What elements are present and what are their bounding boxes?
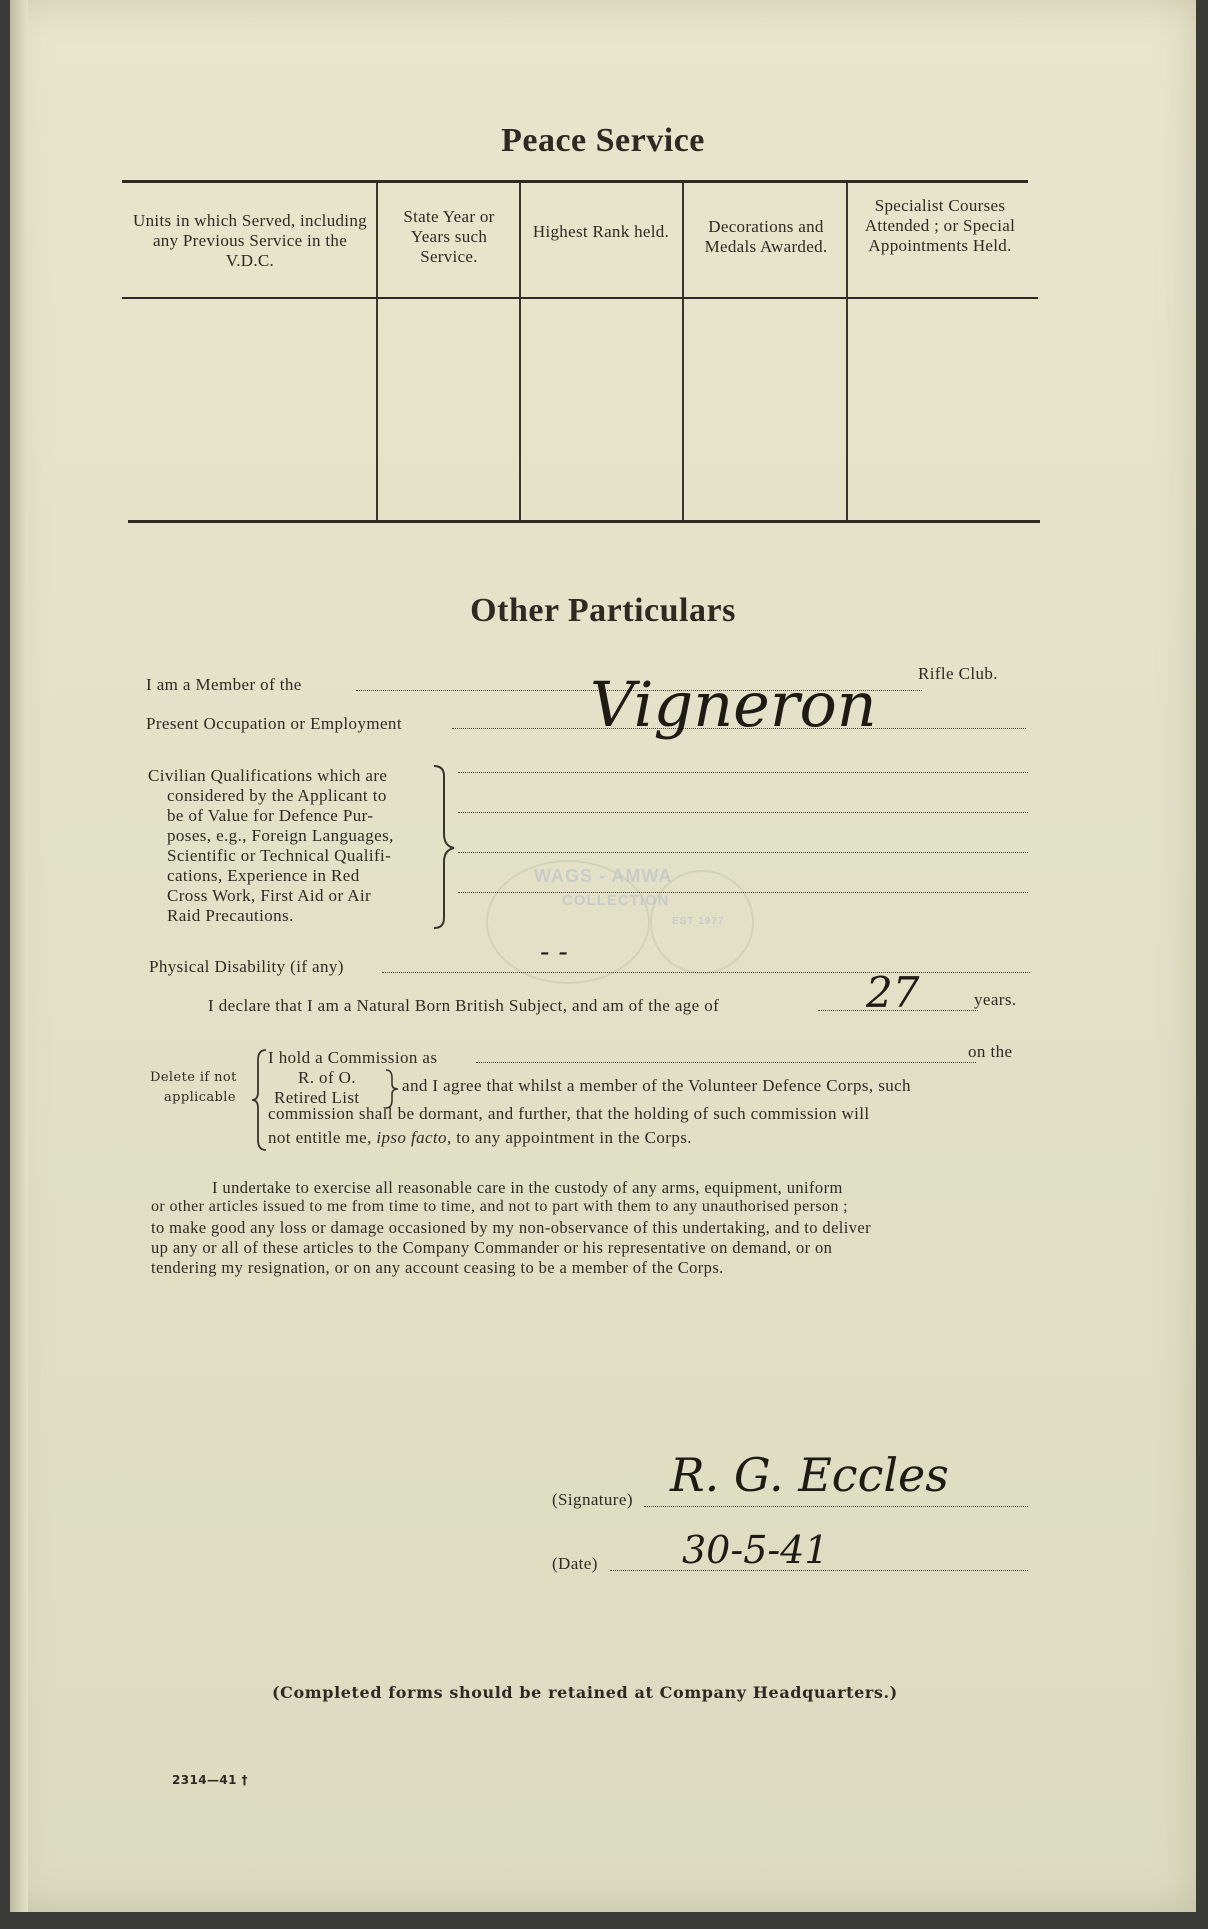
col-header-rank: Highest Rank held. xyxy=(532,222,670,241)
col-header-specialist: Specialist Courses Attended ; or Special Appointments Held. xyxy=(864,196,1016,255)
civilian-qual-brace xyxy=(430,762,460,932)
member-label: I am a Member of the xyxy=(146,675,302,694)
undertake-line: I undertake to exercise all reasonable care in the custody of any arms, equipment, uniform xyxy=(212,1178,843,1197)
col-divider-2 xyxy=(519,183,521,520)
civilian-qual-dotline-2 xyxy=(458,812,1028,813)
civilian-qual-dotline-4 xyxy=(458,892,1028,893)
signature-dotline xyxy=(644,1506,1028,1507)
form-page xyxy=(10,0,1196,1912)
commission-label: I hold a Commission as xyxy=(268,1048,438,1067)
commission-text: not entitle me, ipso facto, to any appointment in the Corps. xyxy=(268,1128,692,1147)
civilian-qual-line: Civilian Qualifications which are xyxy=(148,766,388,785)
form-code: 2314—41 † xyxy=(172,1773,248,1787)
undertake-line: to make good any loss or damage occasioned by my non-observance of this undertaking, and to deliver xyxy=(151,1218,872,1237)
civilian-qual-line: considered by the Applicant to xyxy=(167,786,387,805)
ro-label: R. of O. xyxy=(298,1068,356,1087)
retired-list-label: Retired List xyxy=(274,1088,360,1107)
civilian-qual-line: Cross Work, First Aid or Air xyxy=(167,886,372,905)
watermark-text-2: COLLECTION xyxy=(562,892,670,909)
disability-dotline xyxy=(382,972,1030,973)
civilian-qual-dotline-3 xyxy=(458,852,1028,853)
watermark-year: EST 1977 xyxy=(672,916,725,927)
col-header-decorations: Decorations and Medals Awarded. xyxy=(704,217,828,256)
rifle-club-label: Rifle Club. xyxy=(918,664,998,683)
civilian-qual-dotline-1 xyxy=(458,772,1028,773)
civilian-qual-line: Raid Precautions. xyxy=(167,906,294,925)
declare-label: I declare that I am a Natural Born British Subject, and am of the age of xyxy=(208,996,720,1015)
col-header-years: State Year or Years such Service. xyxy=(403,207,495,266)
commission-text: commission shall be dormant, and further, that the holding of such commission will xyxy=(268,1104,870,1123)
occupation-label: Present Occupation or Employment xyxy=(146,714,402,733)
date-label: (Date) xyxy=(552,1554,598,1573)
table-header-rule xyxy=(122,297,1038,299)
disability-value: - - xyxy=(540,935,568,968)
delete-note: Delete if not xyxy=(150,1070,237,1085)
delete-note: applicable xyxy=(164,1090,236,1105)
disability-label: Physical Disability (if any) xyxy=(149,957,344,976)
table-bottom-rule xyxy=(128,520,1040,523)
commission-dotline xyxy=(476,1062,976,1063)
paper-edge xyxy=(10,0,28,1912)
col-divider-3 xyxy=(682,183,684,520)
undertake-line: or other articles issued to me from time to time, and not to part with them to any unauthorised person ; xyxy=(151,1198,849,1215)
signature-label: (Signature) xyxy=(552,1490,633,1509)
signature-value: R. G. Eccles xyxy=(670,1448,949,1502)
watermark-text: WAGS - AMWA xyxy=(534,866,673,886)
years-label: years. xyxy=(974,990,1017,1009)
other-particulars-title: Other Particulars xyxy=(470,592,736,629)
col-divider-4 xyxy=(846,183,848,520)
undertake-line: tendering my resignation, or on any account ceasing to be a member of the Corps. xyxy=(151,1258,724,1277)
footer-note: (Completed forms should be retained at Company Headquarters.) xyxy=(272,1683,898,1702)
commission-on-the: on the xyxy=(968,1042,1013,1061)
civilian-qual-line: cations, Experience in Red xyxy=(167,866,360,885)
undertake-line: up any or all of these articles to the Company Commander or his representative on demand, or on xyxy=(151,1238,833,1257)
commission-brace xyxy=(250,1048,270,1152)
occupation-value: Vigneron xyxy=(590,668,877,741)
age-value: 27 xyxy=(866,968,920,1017)
peace-service-title: Peace Service xyxy=(501,122,705,159)
col-divider-1 xyxy=(376,183,378,520)
civilian-qual-line: poses, e.g., Foreign Languages, xyxy=(167,826,394,845)
date-value: 30-5-41 xyxy=(682,1528,829,1572)
table-top-rule xyxy=(122,180,1028,183)
commission-text: and I agree that whilst a member of the Volunteer Defence Corps, such xyxy=(402,1076,911,1095)
col-header-units: Units in which Served, including any Previous Service in the V.D.C. xyxy=(133,211,367,270)
civilian-qual-line: Scientific or Technical Qualifi- xyxy=(167,846,392,865)
civilian-qual-line: be of Value for Defence Pur- xyxy=(167,806,374,825)
